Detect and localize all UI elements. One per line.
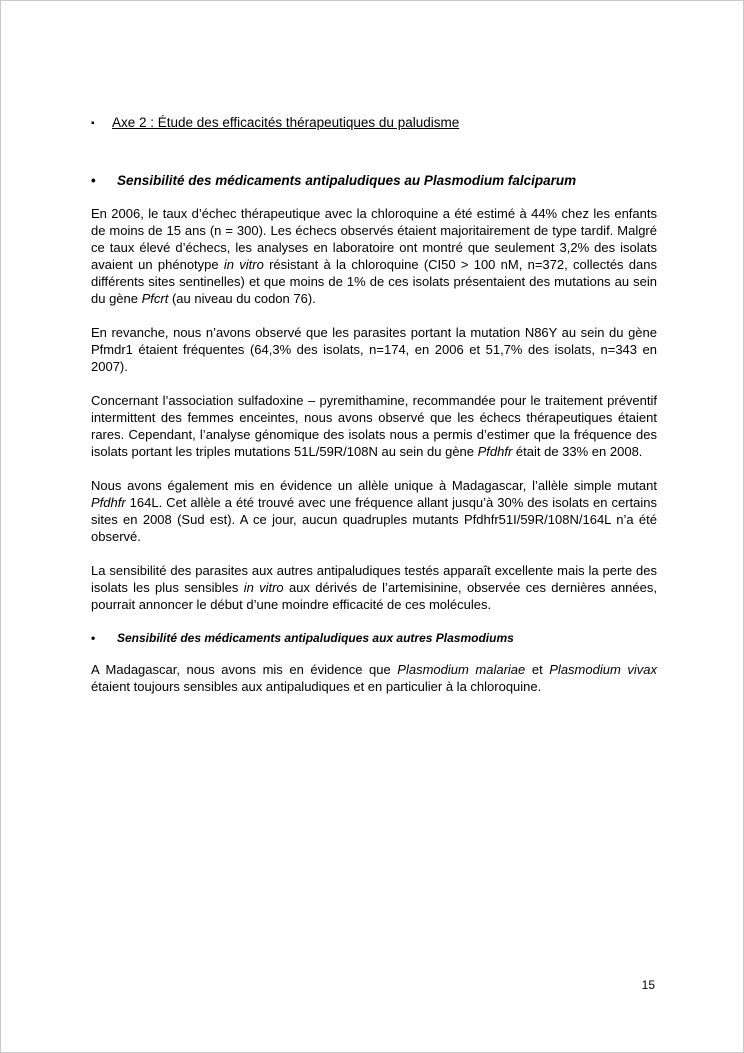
paragraph bbox=[91, 661, 657, 695]
text-run: (au niveau du codon 76). bbox=[168, 291, 316, 306]
text-run: résistant à la chloroquine (CI50 > 100 nM, n=372, collectés dans différents sites sentinelles) et que moins de 1% de ces isolats présentaient des mutations au sein du gène bbox=[91, 257, 658, 306]
paragraph bbox=[91, 392, 657, 460]
italic-text-run: Pfdhfr bbox=[477, 444, 513, 459]
italic-text-run: in vitro bbox=[243, 580, 284, 595]
subheading-small bbox=[91, 630, 657, 646]
text-run: et bbox=[525, 662, 550, 677]
paragraph bbox=[91, 205, 657, 307]
paragraph bbox=[91, 324, 657, 375]
document-content bbox=[91, 114, 657, 712]
paragraph bbox=[91, 477, 657, 545]
heading-text: Axe 2 : Étude des efficacités thérapeutiques du paludisme bbox=[112, 115, 460, 130]
heading-text: Sensibilité des médicaments antipaludiques au Plasmodium falciparum bbox=[117, 173, 577, 188]
italic-text-run: in vitro bbox=[223, 257, 264, 272]
paragraph bbox=[91, 562, 657, 613]
text-run: La sensibilité des parasites aux autres antipaludiques testés apparaît excellente mais la perte des isolats les plus sensibles bbox=[91, 563, 657, 595]
text-run: A Madagascar, nous avons mis en évidence que bbox=[91, 662, 398, 677]
text-run: Concernant l’association sulfadoxine – pyremithamine, recommandée pour le traitement préventif intermittent des femmes enceintes, nous avons observé que les échecs thérapeutiques étaient rares. Cependant, l’analyse génomique des isolats nous a permis d’estimer que la fréquence des isolats portant les triples mutations 51L/59R/108N au sein du gène bbox=[91, 393, 657, 459]
subheading-large bbox=[91, 172, 657, 189]
italic-text-run: Pfcrt bbox=[141, 291, 169, 306]
text-run: Nous avons également mis en évidence un allèle unique à Madagascar, l’allèle simple mutant bbox=[91, 478, 657, 493]
text-run: 164L. Cet allèle a été trouvé avec une fréquence allant jusqu’à 30% des isolats en certains sites en 2008 (Sud est). A ce jour, aucun quadruples mutants Pfdhfr51I/59R/108N/164L n’a été observé. bbox=[91, 495, 657, 544]
italic-text-run: Plasmodium vivax bbox=[549, 662, 657, 677]
text-run: En revanche, nous n’avons observé que les parasites portant la mutation N86Y au sein du gène Pfmdr1 étaient fréquentes (64,3% des isolats, n=174, en 2006 et 51,7% des isolats, n=343 en 2007). bbox=[91, 325, 657, 374]
text-run: était de 33% en 2008. bbox=[512, 444, 643, 459]
heading-text: Sensibilité des médicaments antipaludiques aux autres Plasmodiums bbox=[117, 631, 514, 645]
square-bullet-icon: ▪ bbox=[91, 118, 95, 129]
text-run: étaient toujours sensibles aux antipaludiques et en particulier à la chloroquine. bbox=[91, 679, 542, 694]
axe-heading bbox=[91, 114, 657, 132]
text-run: En 2006, le taux d’échec thérapeutique avec la chloroquine a été estimé à 44% chez les enfants de moins de 15 ans (n = 300). Les échecs observés étaient majoritairement de type tardif. Malgré ce taux élevé d’échecs, les analyses en laboratoire ont montré que seulement 3,2% des isolats avaient un phénotype bbox=[91, 206, 657, 272]
italic-text-run: Plasmodium malariae bbox=[397, 662, 526, 677]
italic-text-run: Pfdhfr bbox=[91, 495, 126, 510]
page-number: 15 bbox=[641, 978, 655, 992]
round-bullet-icon: • bbox=[91, 173, 96, 188]
text-run: aux dérivés de l’artemisinine, observée ces dernières années, pourrait annoncer le début d’une moindre efficacité de ces molécules. bbox=[91, 580, 657, 612]
round-bullet-icon: • bbox=[91, 631, 96, 645]
